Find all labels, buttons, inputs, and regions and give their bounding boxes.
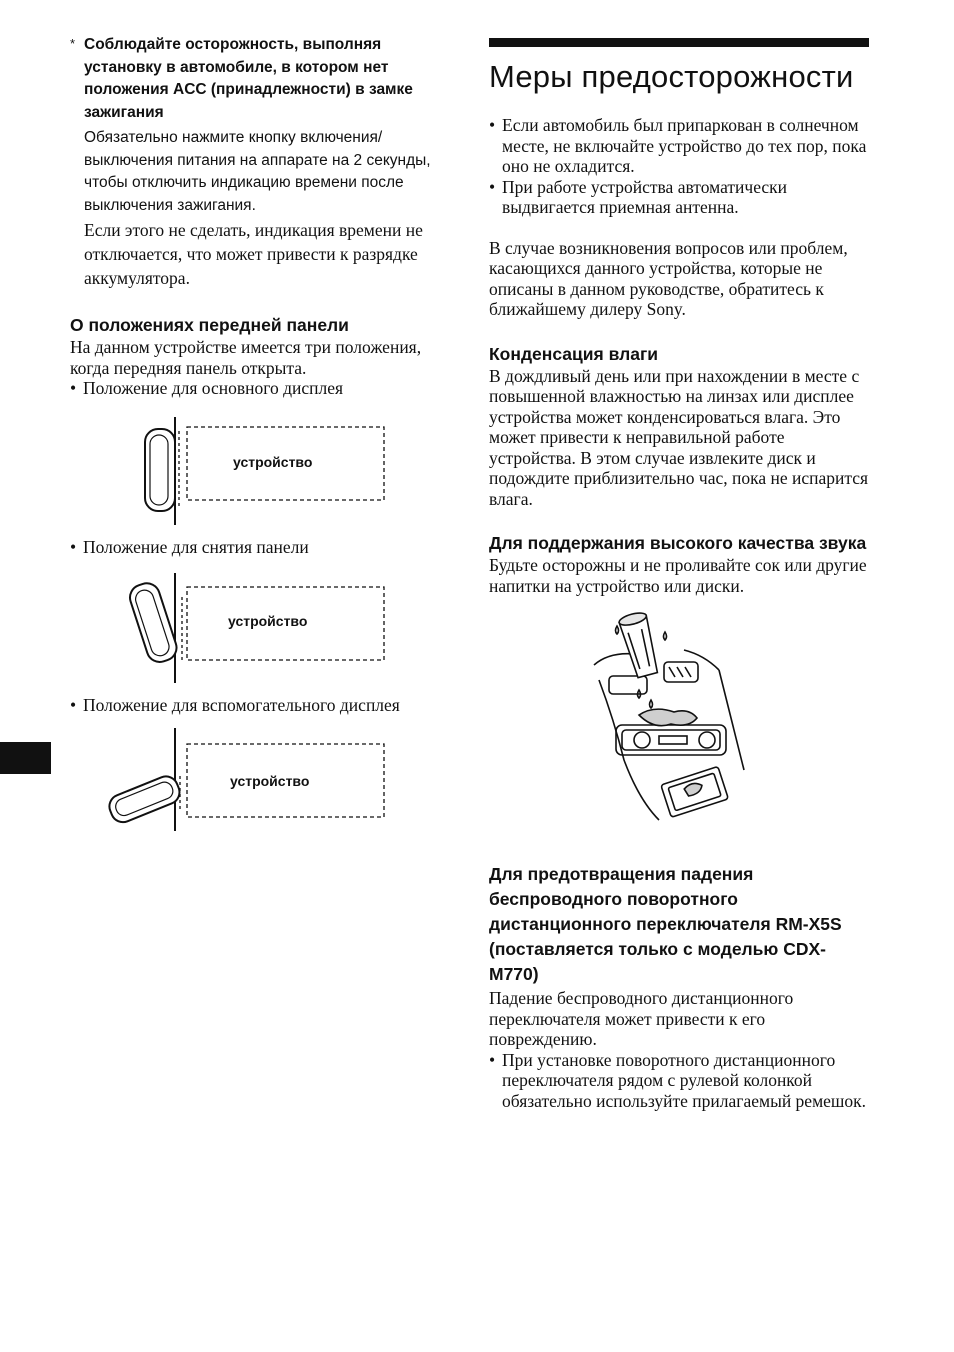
right-column [489, 38, 869, 1111]
position-detach-label: • Положение для снятия панели [70, 537, 455, 558]
acc-note-title: Соблюдайте осторожность, выполняя установку в автомобиле, в котором нет положения ACC (принадлежности) в замке зажигания [84, 36, 413, 121]
sound-quality-heading: Для поддержания высокого качества звука [489, 533, 867, 553]
figure-aux-display [70, 716, 455, 844]
panel-positions-heading: О положениях передней панели [70, 315, 349, 335]
spill-illustration [489, 610, 869, 860]
spilled-drink-drawing [489, 610, 869, 840]
page-title: Меры предосторожности [489, 59, 854, 94]
dealer-contact-text: В случае возникновения вопросов или проблем, касающихся данного устройства, которые не описаны в данном руководстве, обратитесь к ближайшему дилеру Sony. [489, 237, 848, 319]
precautions-list [489, 115, 869, 218]
position-main-display-label: • Положение для основного дисплея [70, 378, 455, 399]
remote-safety-heading: Для предотвращения падения беспроводного поворотного дистанционного переключателя RM-X5S (поставляется только с моделью CDX-M770) [489, 864, 842, 984]
page-tab-marker [0, 742, 51, 774]
left-column [70, 34, 455, 844]
sound-quality-text: Будьте осторожны и не проливайте сок или другие напитки на устройство или диски. [489, 555, 867, 596]
unit-label: устройство [228, 613, 308, 629]
list-item: • Если автомобиль был припаркован в солнечном месте, не включайте устройство до тех пор, пока оно не охладится. [489, 115, 869, 177]
unit-label: устройство [230, 772, 310, 789]
list-item: • При работе устройства автоматически выдвигается приемная антенна. [489, 177, 869, 218]
panel-positions-intro: На данном устройстве имеется три положения, когда передняя панель открыта. [70, 337, 422, 378]
acc-note-warning: Если этого не сделать, индикация времени не отключается, что может привести к разрядке аккумулятора. [84, 220, 423, 288]
remote-safety-text: Падение беспроводного дистанционного переключателя может привести к его повреждению. [489, 988, 794, 1049]
title-rule [489, 38, 869, 47]
figure-detach [70, 557, 455, 685]
figure-main-display [70, 399, 455, 527]
condensation-text: В дождливый день или при нахождении в месте с повышенной влажностью на линзах или дисплее устройства может конденсироваться влага. Это может привести к неправильной работе устройства. В этом случае извлеките диск и подождите приблизительно час, пока не испарится влага. [489, 365, 869, 509]
asterisk-mark: * [70, 36, 76, 51]
acc-note-text: Обязательно нажмите кнопку включения/выключения питания на аппарате на 2 секунды, чтобы отключить индикацию времени после выключения зажигания. [84, 129, 431, 214]
position-aux-display-label: • Положение для вспомогательного дисплея [70, 695, 455, 716]
condensation-heading: Конденсация влаги [489, 343, 659, 364]
list-item: • При установке поворотного дистанционного переключателя рядом с рулевой колонкой обязательно используйте прилагаемый ремешок. [489, 1050, 869, 1112]
acc-note [70, 34, 455, 290]
unit-label: устройство [233, 453, 313, 470]
